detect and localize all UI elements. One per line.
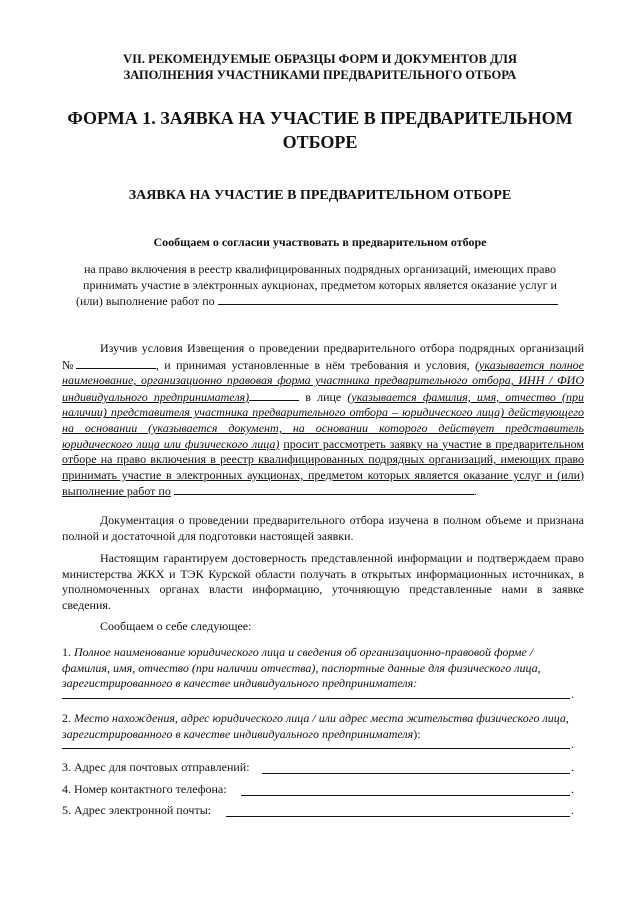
notice-number-blank[interactable] — [76, 357, 156, 369]
main-p7: . — [473, 484, 477, 499]
main-p4: в лице — [305, 389, 342, 404]
work-type-blank[interactable] — [218, 293, 558, 305]
intro-line3-text: (или) выполнение работ по — [76, 294, 215, 308]
item-1 — [62, 645, 582, 692]
item-1-period: . — [571, 687, 574, 701]
item-2-num: 2. — [62, 711, 71, 725]
item-5-period: . — [571, 803, 574, 817]
item-4-num: 4. — [62, 782, 71, 796]
main-p2: , и принимая установленные в нём требования и условия, — [155, 357, 470, 372]
main-p1: Изучив условия Извещения о проведении предварительного отбора подрядных организаций № — [62, 341, 584, 372]
email-blank[interactable] — [226, 816, 570, 817]
documentation-paragraph: Документация о проведении предварительного отбора изучена в полном объеме и признана полной и достаточной для подготовки настоящей заявки. — [62, 513, 584, 543]
phone-blank[interactable] — [241, 795, 570, 796]
item-4-period: . — [571, 782, 574, 796]
intro-text — [62, 261, 578, 309]
item-3-text: Адрес для почтовых отправлений: — [74, 760, 250, 774]
item-5-text: Адрес электронной почты: — [74, 803, 212, 817]
item-3-num: 3. — [62, 760, 71, 774]
section-heading-line1: VII. РЕКОМЕНДУЕМЫЕ ОБРАЗЦЫ ФОРМ И ДОКУМЕНТОВ ДЛЯ — [123, 52, 517, 66]
section-heading-line2: ЗАПОЛНЕНИЯ УЧАСТНИКАМИ ПРЕДВАРИТЕЛЬНОГО ОТБОРА — [123, 68, 517, 82]
intro-line3 — [62, 293, 578, 309]
intro-line1: на право включения в реестр квалифицированных подрядных организаций, имеющих право — [83, 262, 557, 276]
intro-line2: принимать участие в электронных аукционах, предметом которых является оказание услуг и — [83, 278, 557, 292]
form-title — [40, 106, 600, 154]
works-blank[interactable] — [174, 483, 474, 495]
form-title-line2: ОТБОРЕ — [282, 132, 358, 152]
about-us-heading: Сообщаем о себе следующее: — [100, 619, 252, 633]
section-heading — [60, 51, 580, 83]
item-2-period: . — [571, 737, 574, 751]
application-title: ЗАЯВКА НА УЧАСТИЕ В ПРЕДВАРИТЕЛЬНОМ ОТБОРЕ — [128, 188, 512, 203]
main-p6: просит рассмотреть заявку на участие в предварительном отборе на право включения в реестр квалифицированных подрядных организаций, имеющих право принимать участие в электронных аукционах, предметом которых является оказание услуг и (или) выполнение работ по — [62, 436, 585, 499]
item-2-blank[interactable] — [62, 748, 570, 749]
participant-blank[interactable] — [249, 389, 299, 401]
item-1-text: Полное наименование юридического лица и сведения об организационно-правовой форме / фамилия, имя, отчество (при наличии отчества), паспортные данные для физического лица, зарегистрированного в качестве индивидуального предпринимателя: — [62, 645, 541, 691]
item-3-period: . — [571, 760, 574, 774]
main-p5: (указывается фамилия, имя, отчество (при наличии) представителя участника предварительного отбора – юридического лица) действующего на основании (указывается документ, на основании которого действует представитель юридического лица или физического лица) — [62, 389, 585, 451]
item-4-text: Номер контактного телефона: — [74, 782, 227, 796]
item-2 — [62, 711, 582, 742]
item-2-tail: ): — [413, 726, 421, 741]
guarantee-paragraph: Настоящим гарантируем достоверность представленной информации и подтверждаем право министерства ЖКХ и ТЭК Курской области получать в открытых информационных источниках, в уполномоченных органах власти информацию, уточняющую представленные нами в заявке сведения. — [62, 551, 584, 612]
form-title-line1: ФОРМА 1. ЗАЯВКА НА УЧАСТИЕ В ПРЕДВАРИТЕЛЬНОМ — [67, 108, 573, 128]
consent-heading: Сообщаем о согласии участвовать в предварительном отборе — [153, 235, 487, 249]
item-5-num: 5. — [62, 803, 71, 817]
item-1-num: 1. — [62, 645, 71, 659]
main-p3: (указывается полное наименование, организационно правовая форма участника предварительного отбора, ИНН / ФИО индивидуального предпринимателя) — [62, 357, 585, 404]
item-1-blank[interactable] — [62, 698, 570, 699]
postal-address-blank[interactable] — [262, 773, 570, 774]
main-paragraph — [62, 341, 584, 500]
item-2-text: Место нахождения, адрес юридического лица / или адрес места жительства физического лица, зарегистрированного в качестве индивидуального предпринимателя — [62, 711, 569, 741]
